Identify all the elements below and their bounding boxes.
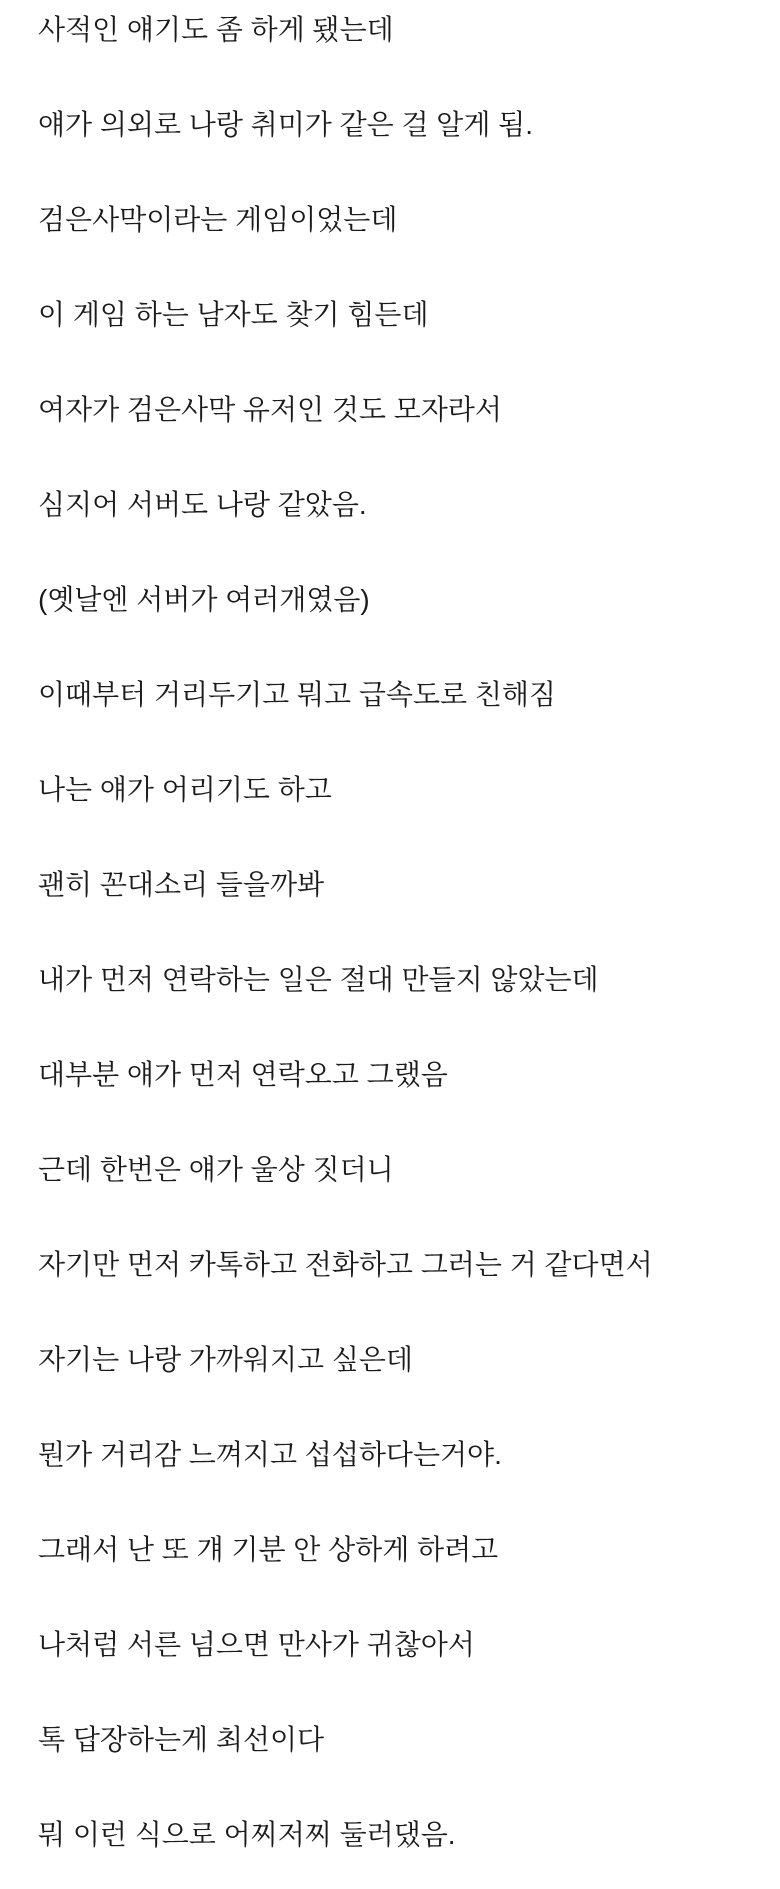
text-line: 자기는 나랑 가까워지고 싶은데 bbox=[38, 1344, 413, 1375]
text-line: 대부분 얘가 먼저 연락오고 그랬음 bbox=[38, 1059, 448, 1090]
text-line: 뭐 이런 식으로 어찌저찌 둘러댔음. bbox=[38, 1819, 456, 1850]
text-line: 심지어 서버도 나랑 같았음. bbox=[38, 489, 367, 520]
text-line: (옛날엔 서버가 여러개였음) bbox=[38, 584, 370, 615]
text-line: 괜히 꼰대소리 들을까봐 bbox=[38, 869, 325, 900]
text-line: 사적인 얘기도 좀 하게 됐는데 bbox=[38, 14, 394, 45]
text-line: 얘가 의외로 나랑 취미가 같은 걸 알게 됨. bbox=[38, 109, 534, 140]
text-line: 그래서 난 또 걔 기분 안 상하게 하려고 bbox=[38, 1534, 499, 1565]
text-line: 검은사막이라는 게임이었는데 bbox=[38, 204, 398, 235]
text-line: 톡 답장하는게 최선이다 bbox=[38, 1724, 325, 1755]
text-line: 나처럼 서른 넘으면 만사가 귀찮아서 bbox=[38, 1629, 475, 1660]
text-line: 이때부터 거리두기고 뭐고 급속도로 친해짐 bbox=[38, 679, 556, 710]
text-line: 근데 한번은 얘가 울상 짓더니 bbox=[38, 1154, 394, 1185]
text-line: 자기만 먼저 카톡하고 전화하고 그러는 거 같다면서 bbox=[38, 1249, 653, 1280]
text-line: 뭔가 거리감 느껴지고 섭섭하다는거야. bbox=[38, 1439, 502, 1470]
text-line: 여자가 검은사막 유저인 것도 모자라서 bbox=[38, 394, 502, 425]
text-line: 내가 먼저 연락하는 일은 절대 만들지 않았는데 bbox=[38, 964, 599, 995]
text-line: 이 게임 하는 남자도 찾기 힘든데 bbox=[38, 299, 429, 330]
text-line: 나는 얘가 어리기도 하고 bbox=[38, 774, 332, 805]
